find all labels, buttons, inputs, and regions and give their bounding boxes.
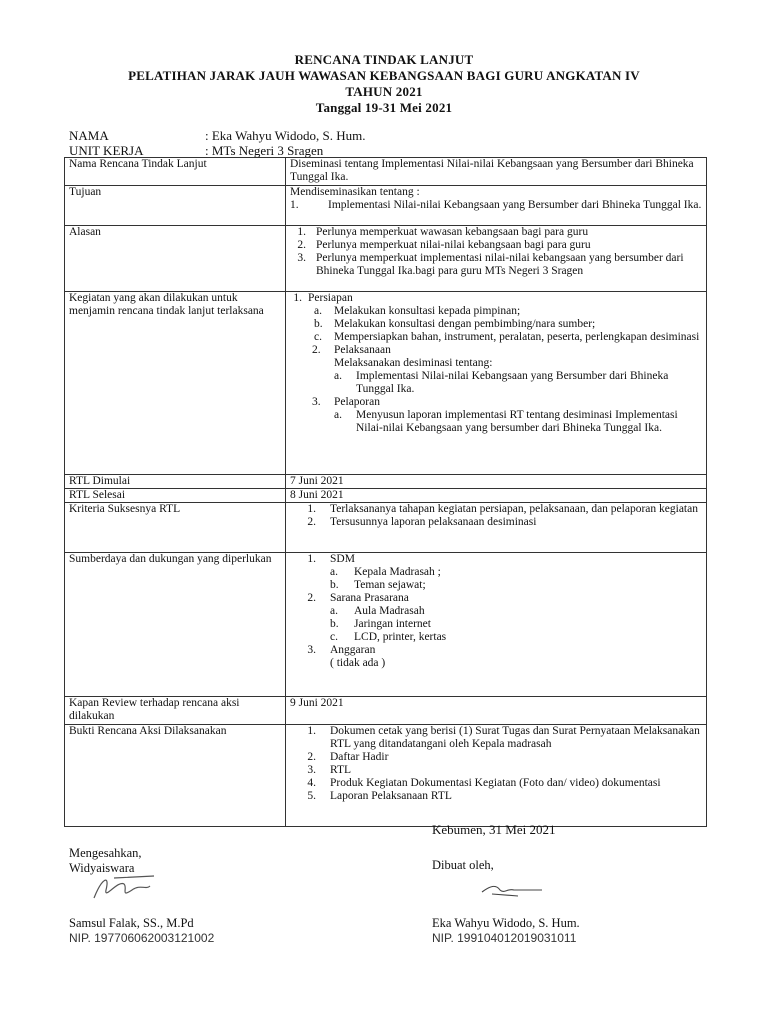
list-item: 4. Produk Kegiatan Dokumentasi Kegiatan (Foto dan/ video) dokumentasi bbox=[307, 777, 661, 789]
row-label: Alasan bbox=[65, 226, 286, 292]
author-name: Eka Wahyu Widodo, S. Hum. bbox=[432, 916, 580, 930]
row-value bbox=[286, 292, 707, 475]
table-row bbox=[65, 226, 707, 292]
sublist bbox=[290, 605, 702, 644]
row-label: Kegiatan yang akan dilakukan untuk menjamin rencana tindak lanjut terlaksana bbox=[65, 292, 286, 475]
signature-right bbox=[478, 876, 548, 900]
sublist bbox=[290, 566, 702, 592]
table-row bbox=[65, 725, 707, 827]
sublist bbox=[290, 305, 702, 344]
row-value bbox=[286, 553, 707, 697]
list-item: a. Implementasi Nilai-nilai Kebangsaan yang Bersumber dari Bhineka Tunggal Ika. bbox=[334, 370, 669, 395]
list-item: 2. Tersusunnya laporan pelaksanaan desiminasi bbox=[307, 516, 537, 528]
row-value: 7 Juni 2021 bbox=[286, 475, 707, 489]
row-label: RTL Dimulai bbox=[65, 475, 286, 489]
unit-value: : MTs Negeri 3 Sragen bbox=[205, 143, 324, 158]
row-label: Nama Rencana Tindak Lanjut bbox=[65, 158, 286, 186]
list-item: 1. Implementasi Nilai-nilai Kebangsaan yang Bersumber dari Bhineka Tunggal Ika. bbox=[290, 199, 702, 211]
approver-role: Widyaiswara bbox=[69, 861, 135, 875]
anggaran-note: ( tidak ada ) bbox=[330, 657, 386, 669]
doc-subtitle: PELATIHAN JARAK JAUH WAWASAN KEBANGSAAN BAGI GURU ANGKATAN IV bbox=[128, 68, 640, 83]
list-item: 3. Anggaran bbox=[307, 644, 376, 656]
signature-left bbox=[84, 868, 164, 908]
row-value: Diseminasi tentang Implementasi Nilai-nilai Kebangsaan yang Bersumber dari Bhineka Tunggal Ika. bbox=[286, 158, 707, 186]
row-label: Kapan Review terhadap rencana aksi dilakukan bbox=[65, 697, 286, 725]
table-row bbox=[65, 158, 707, 186]
place-date: Kebumen, 31 Mei 2021 bbox=[432, 822, 556, 837]
list-item: a. Kepala Madrasah ; bbox=[330, 566, 441, 578]
pelaksanaan-intro: Melaksanakan desiminasi tentang: bbox=[334, 357, 493, 369]
list-item: 1. SDM bbox=[307, 553, 355, 565]
table-row bbox=[65, 475, 707, 489]
row-label: RTL Selesai bbox=[65, 489, 286, 503]
unit-label: UNIT KERJA bbox=[69, 143, 144, 158]
sublist bbox=[290, 409, 702, 435]
list-item: 2. Pelaksanaan bbox=[312, 344, 391, 356]
table-row bbox=[65, 292, 707, 475]
approver-name: Samsul Falak, SS., M.Pd bbox=[69, 916, 194, 930]
list-item: 1. Terlaksananya tahapan kegiatan persiapan, pelaksanaan, dan pelaporan kegiatan bbox=[307, 503, 698, 515]
list-item: a. Aula Madrasah bbox=[330, 605, 425, 617]
author-block bbox=[432, 916, 580, 946]
list-item: a. Menyusun laporan implementasi RT tentang desiminasi Implementasi Nilai-nilai Kebangsaan yang bersumber dari Bhineka Tunggal Ika. bbox=[334, 409, 678, 434]
row-value bbox=[286, 725, 707, 827]
table-row bbox=[65, 503, 707, 553]
list-item: 1. Persiapan bbox=[293, 292, 353, 304]
doc-date: Tanggal 19-31 Mei 2021 bbox=[315, 100, 453, 115]
list-item: 5. Laporan Pelaksanaan RTL bbox=[307, 790, 452, 802]
list-item: 2. Sarana Prasarana bbox=[307, 592, 409, 604]
list-item: 1. Dokumen cetak yang berisi (1) Surat Tugas dan Surat Pernyataan Melaksanakan RTL yang ditandatangani oleh Kepala madrasah bbox=[307, 725, 700, 750]
made-by-label: Dibuat oleh, bbox=[432, 858, 494, 872]
row-label: Tujuan bbox=[65, 186, 286, 226]
list-item: 2. Daftar Hadir bbox=[307, 751, 389, 763]
row-value bbox=[286, 186, 707, 226]
table-row bbox=[65, 186, 707, 226]
row-value: 9 Juni 2021 bbox=[286, 697, 707, 725]
list-item: 1. Perlunya memperkuat wawasan kebangsaan bagi para guru bbox=[297, 226, 589, 238]
list-item: 3. Perlunya memperkuat implementasi nilai-nilai kebangsaan yang bersumber dari Bhineka Tunggal Ika.bagi para guru MTs Negeri 3 Sragen bbox=[297, 252, 684, 277]
row-value bbox=[286, 226, 707, 292]
doc-year: TAHUN 2021 bbox=[345, 84, 423, 99]
identity-nama bbox=[69, 128, 365, 144]
row-label: Kriteria Suksesnya RTL bbox=[65, 503, 286, 553]
list-item: b. Melakukan konsultasi dengan pembimbing/nara sumber; bbox=[314, 318, 596, 330]
list-item: 3. RTL bbox=[307, 764, 352, 776]
list-item: b. Teman sejawat; bbox=[330, 579, 426, 591]
nama-label: NAMA bbox=[69, 128, 109, 143]
row-label: Bukti Rencana Aksi Dilaksanakan bbox=[65, 725, 286, 827]
approver-nip: NIP. 197706062003121002 bbox=[69, 931, 215, 945]
approver-block bbox=[69, 916, 214, 946]
author-nip: NIP. 199104012019031011 bbox=[432, 931, 577, 945]
sublist bbox=[290, 370, 702, 396]
doc-title: RENCANA TINDAK LANJUT bbox=[294, 52, 474, 67]
list-item: c. LCD, printer, kertas bbox=[330, 631, 447, 643]
approval-label: Mengesahkan, bbox=[69, 846, 142, 860]
table-row bbox=[65, 697, 707, 725]
table-row bbox=[65, 553, 707, 697]
row-value: 8 Juni 2021 bbox=[286, 489, 707, 503]
nama-value: : Eka Wahyu Widodo, S. Hum. bbox=[205, 128, 366, 143]
list-item: b. Jaringan internet bbox=[330, 618, 431, 630]
list-item: c. Mempersiapkan bahan, instrument, peralatan, peserta, perlengkapan desiminasi bbox=[314, 331, 700, 343]
list-item: 3. Pelaporan bbox=[312, 396, 380, 408]
table-row bbox=[65, 489, 707, 503]
row-value bbox=[286, 503, 707, 553]
document-header bbox=[0, 52, 768, 116]
row-label: Sumberdaya dan dukungan yang diperlukan bbox=[65, 553, 286, 697]
tujuan-intro: Mendiseminasikan tentang : bbox=[290, 186, 420, 198]
list-item: 2. Perlunya memperkuat nilai-nilai kebangsaan bagi para guru bbox=[297, 239, 591, 251]
rtl-table bbox=[64, 157, 707, 827]
list-item: a. Melakukan konsultasi kepada pimpinan; bbox=[314, 305, 521, 317]
